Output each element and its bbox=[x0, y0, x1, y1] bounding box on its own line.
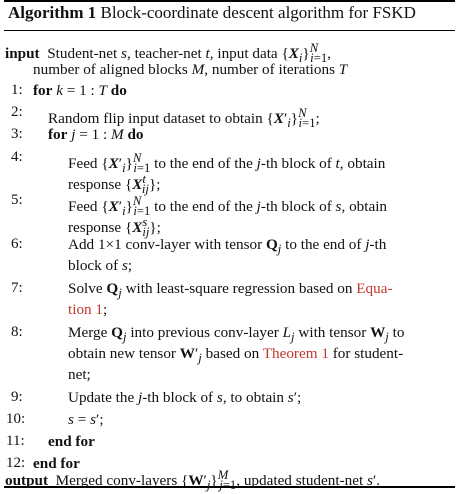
step-3: for j = 1 : M do bbox=[48, 126, 144, 143]
step-8-line-1: Merge $Q_j$ into previous conv-layer $L_j$ with tensor $W_j$ to bbox=[68, 324, 405, 345]
step-number: 11: bbox=[6, 433, 25, 449]
step-2: Random flip input dataset to obtain $\{X'_i\}^N_{i=1}$; bbox=[48, 106, 320, 131]
step-11: end for bbox=[48, 433, 95, 450]
step-number: 5: bbox=[11, 192, 23, 208]
step-7-line-1: Solve $Q_j$ with least-square regression based on Equa- bbox=[68, 280, 393, 301]
algorithm-title bbox=[8, 3, 416, 23]
step-1: for k = 1 : T do bbox=[33, 82, 127, 99]
step-number: 12: bbox=[6, 455, 26, 471]
step-5-line-2: response $\{X^s_{ij}\}$; bbox=[68, 215, 161, 240]
step-8-line-2: obtain new tensor $W'_j$ based on Theorem 1 for student- bbox=[68, 345, 404, 366]
step-number: 9: bbox=[11, 389, 23, 405]
step-9: Update the j-th block of s, to obtain s′; bbox=[68, 389, 302, 406]
equation-link[interactable]: Equa- bbox=[356, 280, 393, 297]
step-5-line-1: Feed $\{X'_i\}^N_{i=1}$ to the end of the j-th block of s, obtain bbox=[68, 194, 388, 219]
top-rule bbox=[4, 0, 455, 2]
step-4-line-2: response $\{X^t_{ij}\}$; bbox=[68, 172, 161, 197]
output-desc: Merged conv-layers $\{W'_j\}^M_{j=1}$, updated student-net s′. bbox=[51, 468, 381, 493]
step-6-line-1: Add 1×1 conv-layer with tensor $Q_j$ to the end of j-th bbox=[68, 236, 387, 257]
step-6-line-2: block of s; bbox=[68, 257, 133, 274]
step-number: 7: bbox=[11, 280, 23, 296]
output-keyword: output bbox=[5, 472, 49, 490]
header-rule bbox=[4, 30, 455, 31]
step-number: 3: bbox=[11, 126, 23, 142]
step-7-line-2: tion 1; bbox=[68, 301, 108, 318]
step-12: end for bbox=[33, 455, 80, 472]
theorem-link[interactable]: Theorem 1 bbox=[262, 345, 329, 362]
output-row bbox=[5, 466, 380, 494]
input-line-2: number of aligned blocks M, number of iterations T bbox=[33, 61, 348, 78]
input-desc-1: Student-net s, teacher-net t, input data $\{X_i\}^N_{i=1}$, bbox=[43, 41, 331, 66]
step-4-line-1: Feed $\{X'_i\}^N_{i=1}$ to the end of the j-th block of t, obtain bbox=[68, 151, 386, 176]
equation-link-cont[interactable]: tion 1 bbox=[68, 301, 104, 318]
step-10: s = s′; bbox=[68, 411, 104, 428]
step-number: 4: bbox=[11, 149, 23, 165]
algorithm-caption: Block-coordinate descent algorithm for FSKD bbox=[100, 3, 416, 22]
step-number: 10: bbox=[6, 411, 26, 427]
step-number: 1: bbox=[11, 82, 23, 98]
algorithm-label: Algorithm 1 bbox=[8, 3, 97, 22]
step-number: 8: bbox=[11, 324, 23, 340]
input-keyword: input bbox=[5, 45, 40, 63]
step-number: 2: bbox=[11, 104, 23, 120]
step-8-line-3: net; bbox=[68, 366, 91, 383]
step-number: 6: bbox=[11, 236, 23, 252]
